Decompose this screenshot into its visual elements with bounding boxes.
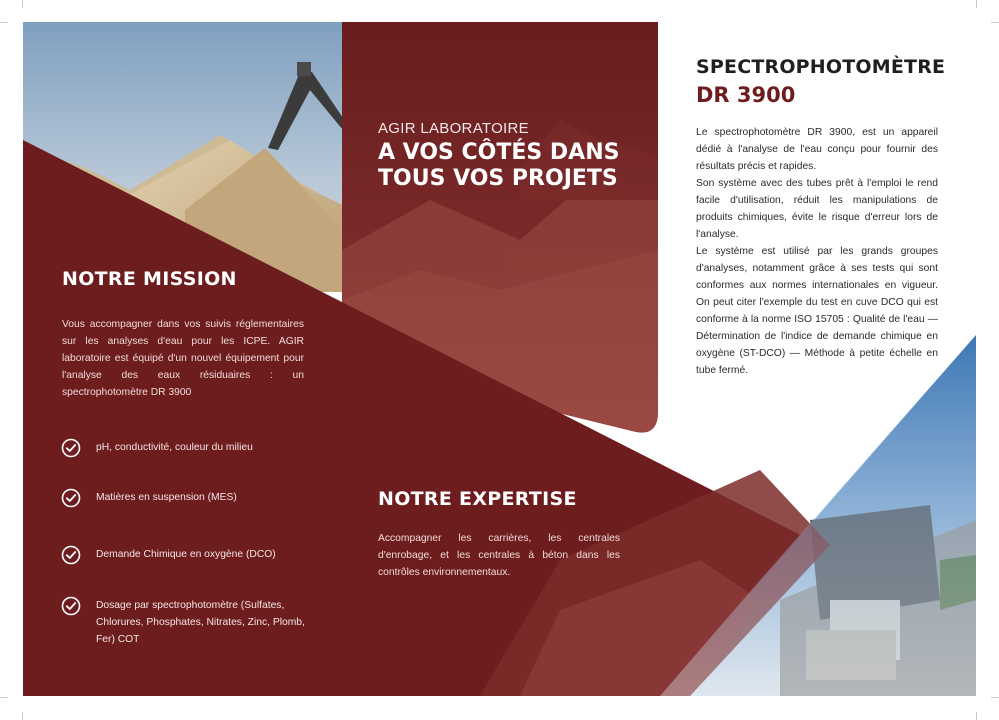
check-circle-icon [61,545,81,565]
feature-item [61,488,321,508]
crop-mark [991,697,999,698]
check-circle-icon [61,596,81,616]
feature-text: Demande Chimique en oxygène (DCO) [96,549,276,560]
product-paragraph: Son système avec des tubes prêt à l'emploi le rend facile d'utilisation, réduit les manipulations de produits chimiques, évite le risque d'erreur lors de l'analyse. [696,178,938,240]
crop-mark [22,712,23,720]
feature-item [61,545,321,565]
crop-mark [976,712,977,720]
crop-mark [991,22,999,23]
expertise-body: Accompagner les carrières, les centrales d'enrobage, et les centrales à béton dans les contrôles environnementaux. [378,533,620,578]
brand-headline: A VOS CÔTÉS DANS TOUS VOS PROJETS [378,140,620,191]
feature-item [61,596,311,648]
crop-mark [0,697,8,698]
expertise-title: NOTRE EXPERTISE [378,488,577,510]
mission-body: Vous accompagner dans vos suivis réglementaires sur les analyses d'eau pour les ICPE. AGIR laboratoire est équipé d'un nouvel équipement pour l'analyse des eaux résiduaires : un spectrophotomètre DR 3900 [62,319,304,398]
crop-mark [0,22,8,23]
product-paragraph: Le système est utilisé par les grands groupes d'analyses, notamment grâce à ses tests qui sont conformes aux normes internationales en vigueur. On peut citer l'exemple du test en cuve DCO qui est conforme à la norme ISO 15705 : Qualité de l'eau — Détermination de l'indice de demande chimique en oxygène (ST-DCO) — Méthode à petite échelle en tube fermé. [696,246,938,376]
feature-item [61,438,321,458]
crop-mark [22,0,23,8]
feature-text: pH, conductivité, couleur du milieu [96,442,253,453]
check-circle-icon [61,438,81,458]
product-title: SPECTROPHOTOMÈTRE [696,56,946,78]
crop-mark [976,0,977,8]
mission-title: NOTRE MISSION [62,268,237,290]
feature-text: Dosage par spectrophotomètre (Sulfates, Chlorures, Phosphates, Nitrates, Zinc, Plomb, Fer) COT [96,600,305,645]
brand-kicker: AGIR LABORATOIRE [378,120,529,137]
check-circle-icon [61,488,81,508]
feature-text: Matières en suspension (MES) [96,492,237,503]
product-paragraph: Le spectrophotomètre DR 3900, est un appareil dédié à l'analyse de l'eau conçu pour fournir des résultats précis et rapides. [696,127,938,172]
product-model: DR 3900 [696,83,796,107]
product-description [696,124,938,379]
